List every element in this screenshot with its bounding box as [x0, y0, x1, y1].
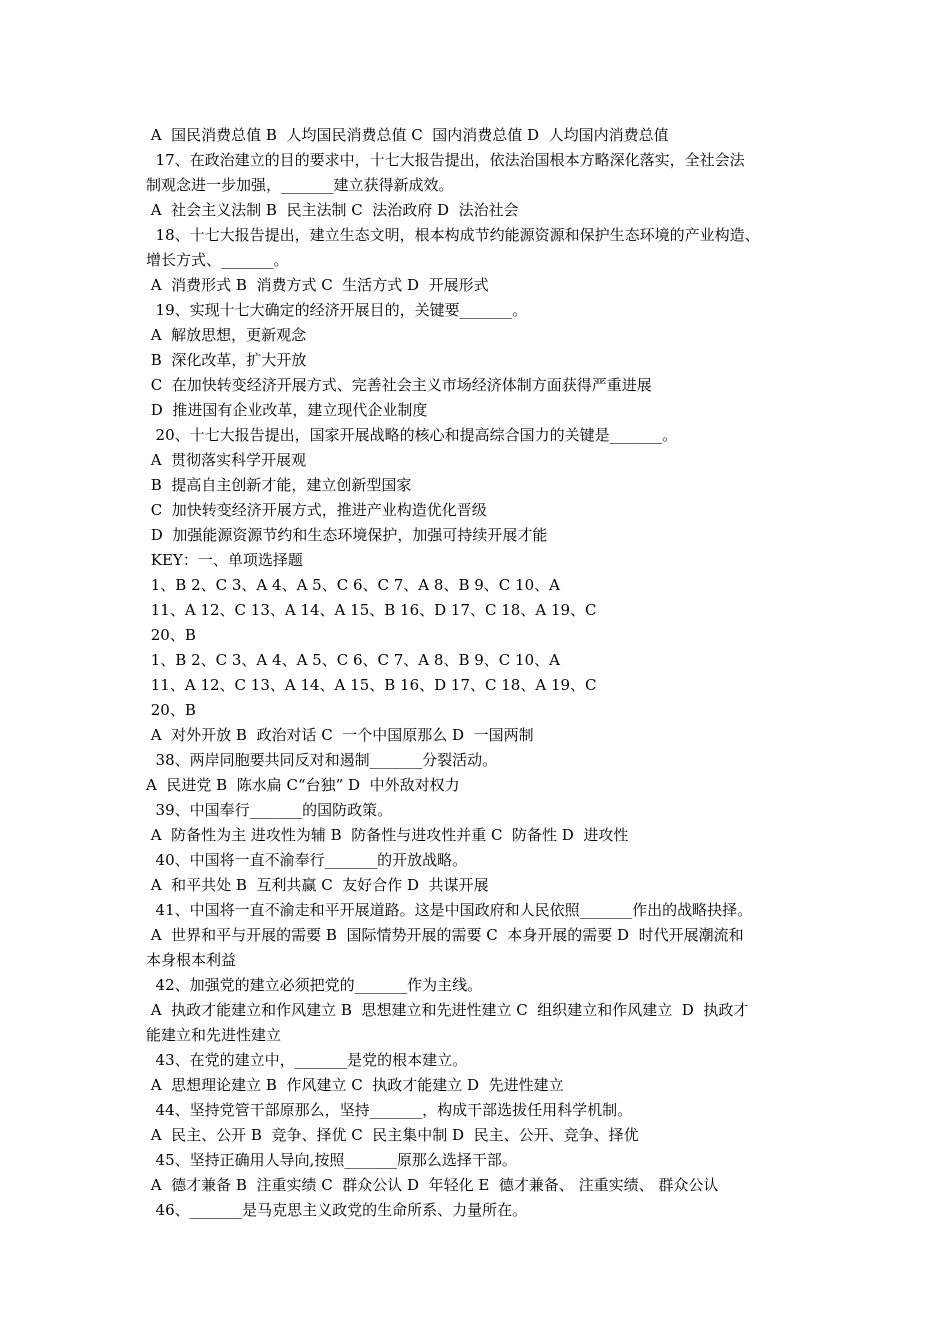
- text-line: 1、B 2、C 3、A 4、A 5、C 6、C 7、A 8、B 9、C 10、A: [146, 651, 560, 669]
- text-line: 本身根本利益: [146, 951, 237, 969]
- text-line: D 推进国有企业改革，建立现代企业制度: [146, 401, 428, 419]
- text-line: 能建立和先进性建立: [146, 1026, 282, 1044]
- text-line: 44、坚持党管干部原那么，坚持_______，构成干部选拔任用科学机制。: [146, 1101, 633, 1119]
- text-line: 41、中国将一直不渝走和平开展道路。这是中国政府和人民依照_______作出的战略抉择。: [146, 901, 753, 919]
- text-line: A 对外开放 B 政治对话 C 一个中国原那么 D 一国两制: [146, 726, 534, 744]
- text-line: A 社会主义法制 B 民主法制 C 法治政府 D 法治社会: [146, 201, 519, 219]
- text-line: 20、B: [146, 701, 196, 719]
- text-line: 11、A 12、C 13、A 14、A 15、B 16、D 17、C 18、A 19、C: [146, 676, 597, 694]
- text-line: 43、在党的建立中，_______是党的根本建立。: [146, 1051, 468, 1069]
- text-line: A 德才兼备 B 注重实绩 C 群众公认 D 年轻化 E 德才兼备、 注重实绩、 群众公认: [146, 1176, 719, 1194]
- text-line: B 深化改革，扩大开放: [146, 351, 307, 369]
- text-line: A 防备性为主 进攻性为辅 B 防备性与进攻性并重 C 防备性 D 进攻性: [146, 826, 629, 844]
- text-line: 20、B: [146, 626, 196, 644]
- text-line: C 加快转变经济开展方式，推进产业构造优化晋级: [146, 501, 487, 519]
- text-line: 19、实现十七大确定的经济开展目的，关键要_______。: [146, 301, 528, 319]
- document-page: [146, 123, 818, 1223]
- text-line: 20、十七大报告提出，国家开展战略的核心和提高综合国力的关键是_______。: [146, 426, 678, 444]
- text-line: A 消费形式 B 消费方式 C 生活方式 D 开展形式: [146, 276, 489, 294]
- text-line: A 思想理论建立 B 作风建立 C 执政才能建立 D 先进性建立: [146, 1076, 564, 1094]
- text-line: 1、B 2、C 3、A 4、A 5、C 6、C 7、A 8、B 9、C 10、A: [146, 576, 560, 594]
- text-line: 18、十七大报告提出，建立生态文明，根本构成节约能源资源和保护生态环境的产业构造、: [146, 226, 760, 244]
- text-line: D 加强能源资源节约和生态环境保护，加强可持续开展才能: [146, 526, 548, 544]
- text-line: 制观念进一步加强，_______建立获得新成效。: [146, 176, 454, 194]
- text-line: 46、_______是马克思主义政党的生命所系、力量所在。: [146, 1201, 528, 1219]
- text-line: A 贯彻落实科学开展观: [146, 451, 307, 469]
- text-line: A 执政才能建立和作风建立 B 思想建立和先进性建立 C 组织建立和作风建立 D 执政才: [146, 1001, 749, 1019]
- text-line: A 国民消费总值 B 人均国民消费总值 C 国内消费总值 D 人均国内消费总值: [146, 126, 669, 144]
- text-line: C 在加快转变经济开展方式、完善社会主义市场经济体制方面获得严重进展: [146, 376, 652, 394]
- text-line: 42、加强党的建立必须把党的_______作为主线。: [146, 976, 483, 994]
- text-line: 17、在政治建立的目的要求中，十七大报告提出，依法治国根本方略深化落实，全社会法: [146, 151, 745, 169]
- text-line: KEY：一、单项选择题: [146, 551, 303, 569]
- text-line: 39、中国奉行_______的国防政策。: [146, 801, 393, 819]
- text-line: A 解放思想，更新观念: [146, 326, 307, 344]
- text-line: A 民主、公开 B 竞争、择优 C 民主集中制 D 民主、公开、竞争、择优: [146, 1126, 639, 1144]
- text-line: 40、中国将一直不渝奉行_______的开放战略。: [146, 851, 468, 869]
- text-line: A 和平共处 B 互利共赢 C 友好合作 D 共谋开展: [146, 876, 489, 894]
- text-line: 增长方式、_______。: [146, 251, 289, 269]
- text-line: B 提高自主创新才能，建立创新型国家: [146, 476, 412, 494]
- text-line: 45、坚持正确用人导向,按照_______原那么选择干部。: [146, 1151, 517, 1169]
- text-line: A 民进党 B 陈水扁 C“台独” D 中外敌对权力: [146, 776, 460, 794]
- text-line: A 世界和平与开展的需要 B 国际情势开展的需要 C 本身开展的需要 D 时代开展潮流和: [146, 926, 744, 944]
- text-line: 38、两岸同胞要共同反对和遏制_______分裂活动。: [146, 751, 498, 769]
- text-line: 11、A 12、C 13、A 14、A 15、B 16、D 17、C 18、A 19、C: [146, 601, 597, 619]
